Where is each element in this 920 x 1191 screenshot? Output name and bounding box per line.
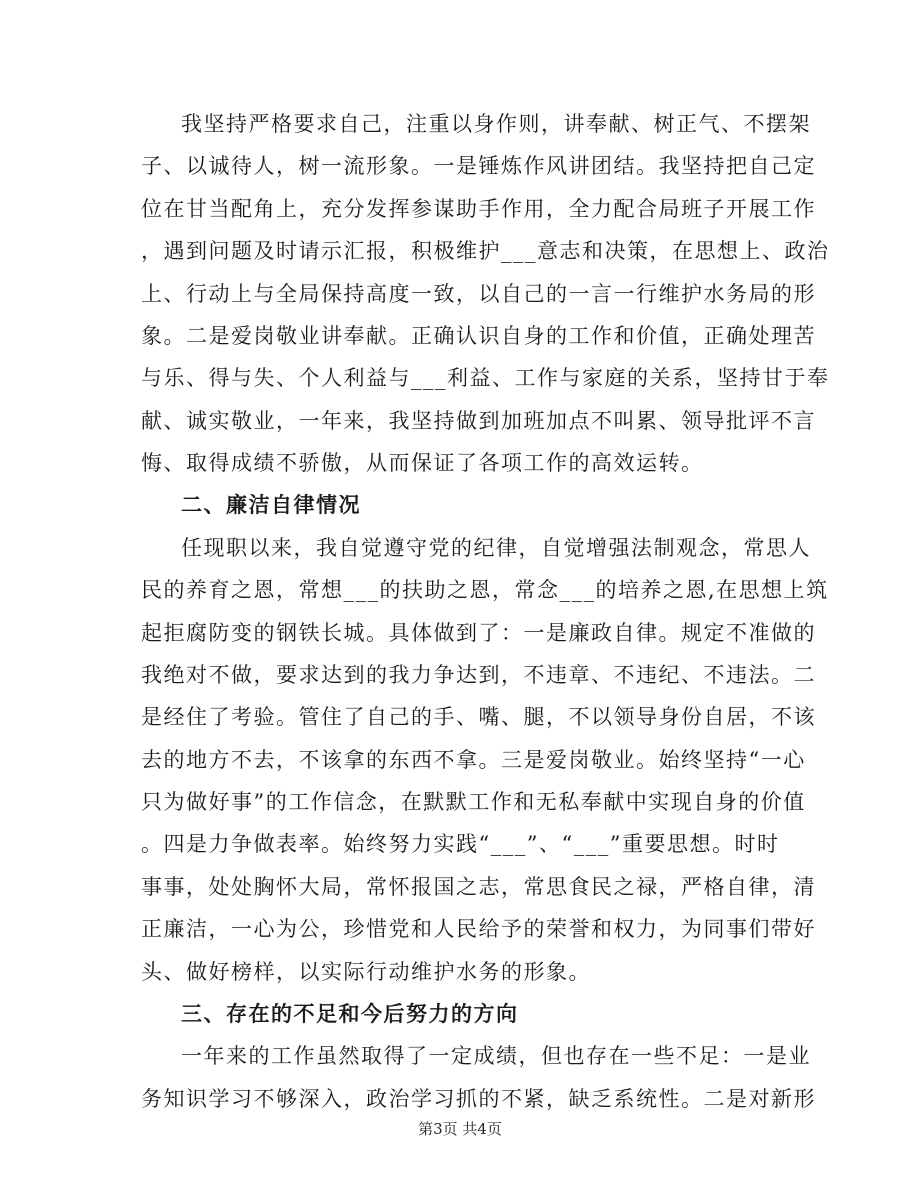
- paragraph-line: 象。二是爱岗敬业讲奉献。正确认识自身的工作和价值，正确处理苦: [141, 324, 816, 348]
- paragraph-line: 。四是力争做表率。始终努力实践“___”、“___”重要思想。时时: [141, 832, 780, 856]
- section-heading: 二、廉洁自律情况: [181, 493, 361, 517]
- paragraph-line: 起拒腐防变的钢铁长城。具体做到了：一是廉政自律。规定不准做的: [141, 621, 816, 645]
- paragraph-line: 是经住了考验。管住了自己的手、嘴、腿，不以领导身份自居，不该: [141, 705, 816, 729]
- paragraph-line: 头、做好榜样，以实际行动维护水务的形象。: [141, 960, 591, 984]
- paragraph-line: 务知识学习不够深入，政治学习抓的不紧，缺乏系统性。二是对新形: [141, 1087, 816, 1111]
- paragraph-line: 去的地方不去，不该拿的东西不拿。三是爱岗敬业。始终坚持“一心: [141, 748, 806, 772]
- paragraph-line: 一年来的工作虽然取得了一定成绩，但也存在一些不足：一是业: [181, 1044, 811, 1068]
- page-number-footer: 第3页 共4页: [418, 1120, 502, 1138]
- paragraph-line: 上、行动上与全局保持高度一致，以自己的一言一行维护水务局的形: [141, 282, 816, 306]
- section-heading: 三、存在的不足和今后努力的方向: [181, 1002, 519, 1026]
- paragraph-line: 事事，处处胸怀大局，常怀报国之志，常思食民之禄，严格自律，清: [141, 875, 816, 899]
- paragraph-line: 民的养育之恩，常想___的扶助之恩，常念___的培养之恩,在思想上筑: [141, 578, 829, 602]
- paragraph-line: 正廉洁，一心为公，珍惜党和人民给予的荣誉和权力，为同事们带好: [141, 917, 816, 941]
- paragraph-line: 任现职以来，我自觉遵守党的纪律，自觉增强法制观念，常思人: [181, 536, 811, 560]
- paragraph-line: 子、以诚待人，树一流形象。一是锤炼作风讲团结。我坚持把自己定: [141, 154, 816, 178]
- paragraph-line: 只为做好事”的工作信念，在默默工作和无私奉献中实现自身的价值: [141, 790, 806, 814]
- paragraph-line: 我绝对不做，要求达到的我力争达到，不违章、不违纪、不违法。二: [141, 663, 816, 687]
- paragraph-line: 与乐、得与失、个人利益与___利益、工作与家庭的关系，坚持甘于奉: [141, 366, 830, 390]
- paragraph-line: 献、诚实敬业，一年来，我坚持做到加班加点不叫累、领导批评不言: [141, 409, 816, 433]
- paragraph-line: 我坚持严格要求自己，注重以身作则，讲奉献、树正气、不摆架: [181, 112, 811, 136]
- paragraph-line: 悔、取得成绩不骄傲，从而保证了各项工作的高效运转。: [141, 451, 704, 475]
- paragraph-line: ，遇到问题及时请示汇报，积极维护___意志和决策，在思想上、政治: [141, 239, 830, 263]
- paragraph-line: 位在甘当配角上，充分发挥参谋助手作用，全力配合局班子开展工作: [141, 197, 816, 221]
